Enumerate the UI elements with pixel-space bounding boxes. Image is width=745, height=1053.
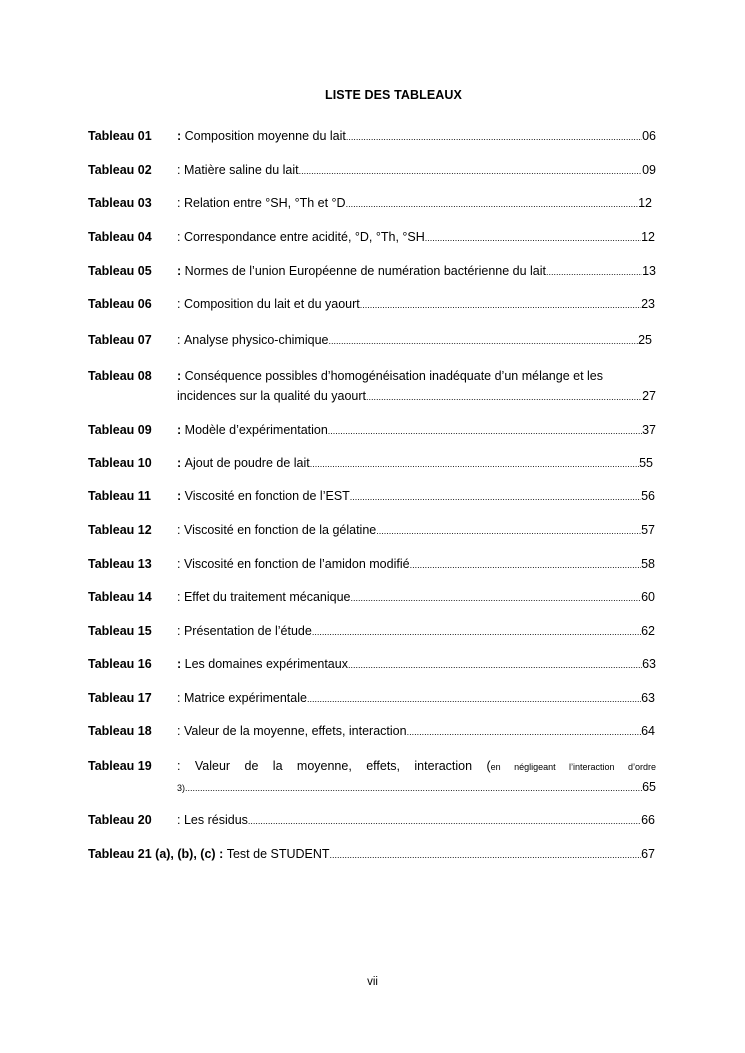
toc-title-line-1: Valeur de la moyenne, effets, interaction (: [194, 759, 491, 773]
toc-page-number: 55: [639, 456, 653, 470]
toc-label: Tableau 07: [88, 333, 152, 347]
toc-title: Viscosité en fonction de la gélatine: [183, 523, 377, 537]
dot-leader: [410, 554, 642, 575]
toc-page-number: 67: [641, 847, 655, 861]
toc-title: Test de STUDENT: [226, 847, 330, 861]
toc-page-number: 25: [638, 333, 652, 347]
toc-title: Analyse physico-chimique: [183, 333, 329, 347]
dot-leader: [366, 386, 642, 407]
toc-colon: :: [177, 724, 181, 738]
toc-label: Tableau 11: [88, 489, 151, 503]
dot-leader: [185, 777, 642, 798]
toc-colon: :: [177, 456, 182, 470]
toc-label: Tableau 15: [88, 624, 152, 638]
toc-colon: :: [177, 264, 182, 278]
toc-title-small-2: 3): [177, 783, 186, 793]
toc-page-number: 63: [641, 691, 655, 705]
dot-leader: [312, 621, 641, 642]
dot-leader: [346, 126, 642, 147]
toc-colon: :: [177, 230, 181, 244]
toc-colon: :: [177, 369, 182, 383]
toc-colon: :: [219, 847, 224, 861]
toc-entry-15[interactable]: [88, 621, 655, 642]
toc-entry-08[interactable]: [88, 366, 656, 407]
dot-leader: [328, 420, 642, 441]
toc-page-number: 66: [641, 813, 655, 827]
toc-title: Composition moyenne du lait: [184, 129, 346, 143]
toc-title: Les domaines expérimentaux: [184, 657, 348, 671]
toc-page-number: 06: [642, 129, 656, 143]
toc-label: Tableau 21 (a), (b), (c): [88, 847, 216, 861]
toc-entry-12[interactable]: [88, 520, 655, 541]
dot-leader: [248, 810, 641, 831]
toc-page-number: 56: [641, 489, 655, 503]
toc-title: Viscosité en fonction de l’amidon modifié: [183, 557, 410, 571]
toc-page-number: 12: [638, 196, 652, 210]
toc-colon: :: [177, 691, 181, 705]
toc-label: Tableau 05: [88, 264, 152, 278]
dot-leader: [328, 330, 638, 351]
toc-entry-02[interactable]: [88, 160, 656, 181]
toc-label: Tableau 20: [88, 813, 152, 827]
toc-entry-20[interactable]: [88, 810, 655, 831]
toc-colon: :: [177, 523, 181, 537]
toc-entry-07[interactable]: [88, 330, 652, 351]
dot-leader: [307, 688, 641, 709]
toc-entry-05[interactable]: [88, 261, 656, 282]
toc-entry-16[interactable]: [88, 654, 656, 675]
dot-leader: [546, 261, 642, 282]
toc-label: Tableau 13: [88, 557, 152, 571]
toc-entry-18[interactable]: [88, 721, 655, 742]
dot-leader: [299, 160, 642, 181]
toc-title: Matière saline du lait: [183, 163, 299, 177]
dot-leader: [330, 844, 642, 865]
toc-title: Présentation de l’étude: [183, 624, 312, 638]
toc-page-number: 09: [642, 163, 656, 177]
toc-colon: :: [177, 590, 181, 604]
toc-colon: :: [177, 297, 181, 311]
toc-entry-01[interactable]: [88, 126, 656, 147]
toc-colon: :: [177, 759, 181, 773]
toc-title: Correspondance entre acidité, °D, °Th, °SH: [183, 230, 425, 244]
toc-page-number: 23: [641, 297, 655, 311]
toc-page-number: 13: [642, 264, 656, 278]
toc-label: Tableau 10: [88, 456, 152, 470]
toc-label: Tableau 01: [88, 129, 152, 143]
toc-entry-14[interactable]: [88, 587, 655, 608]
page-title: LISTE DES TABLEAUX: [325, 88, 462, 102]
toc-label: Tableau 08: [88, 369, 152, 383]
toc-page-number: 27: [642, 389, 656, 403]
toc-entry-13[interactable]: [88, 554, 655, 575]
toc-label: Tableau 16: [88, 657, 152, 671]
toc-colon: :: [177, 129, 182, 143]
toc-title: Modèle d’expérimentation: [184, 423, 328, 437]
dot-leader: [407, 721, 642, 742]
toc-entry-21[interactable]: [88, 844, 655, 865]
toc-colon: :: [177, 624, 181, 638]
toc-label: Tableau 17: [88, 691, 152, 705]
dot-leader: [310, 453, 639, 474]
toc-entry-17[interactable]: [88, 688, 655, 709]
toc-title: Matrice expérimentale: [183, 691, 307, 705]
toc-title: Valeur de la moyenne, effets, interaction: [183, 724, 407, 738]
dot-leader: [348, 654, 642, 675]
toc-label: Tableau 04: [88, 230, 152, 244]
toc-label: Tableau 14: [88, 590, 152, 604]
toc-colon: :: [177, 196, 181, 210]
toc-label: Tableau 09: [88, 423, 152, 437]
toc-page-number: 37: [642, 423, 656, 437]
toc-entry-19[interactable]: [88, 756, 656, 798]
dot-leader: [360, 294, 641, 315]
toc-title-small-1: en négligeant l’interaction d’ordre: [490, 762, 656, 772]
toc-page-number: 62: [641, 624, 655, 638]
dot-leader: [346, 193, 639, 214]
toc-title: Relation entre °SH, °Th et °D: [183, 196, 346, 210]
toc-colon: :: [177, 489, 182, 503]
toc-page-number: 65: [642, 780, 656, 794]
toc-page-number: 57: [641, 523, 655, 537]
toc-colon: :: [177, 423, 182, 437]
toc-page-number: 60: [641, 590, 655, 604]
toc-title: Composition du lait et du yaourt: [183, 297, 360, 311]
toc-title: Les résidus: [183, 813, 248, 827]
toc-label: Tableau 12: [88, 523, 152, 537]
toc-entry-11[interactable]: [88, 486, 655, 507]
toc-label: Tableau 18: [88, 724, 152, 738]
toc-entry-03[interactable]: [88, 193, 652, 214]
toc-label: Tableau 06: [88, 297, 152, 311]
toc-title: Viscosité en fonction de l’EST: [184, 489, 350, 503]
dot-leader: [350, 486, 641, 507]
toc-title: Effet du traitement mécanique: [183, 590, 351, 604]
dot-leader: [376, 520, 641, 541]
toc-entry-09[interactable]: [88, 420, 656, 441]
toc-title-line-1: Conséquence possibles d’homogénéisation inadéquate d’un mélange et les: [184, 369, 604, 383]
toc-label: Tableau 19: [88, 759, 152, 773]
toc-colon: :: [177, 557, 181, 571]
toc-title: Ajout de poudre de lait: [184, 456, 310, 470]
toc-label: Tableau 03: [88, 196, 152, 210]
toc-page-number: 58: [641, 557, 655, 571]
toc-entry-06[interactable]: [88, 294, 655, 315]
toc-label: Tableau 02: [88, 163, 152, 177]
page-number-footer: vii: [367, 976, 378, 988]
toc-page-number: 64: [641, 724, 655, 738]
toc-colon: :: [177, 333, 181, 347]
toc-entry-04[interactable]: [88, 227, 655, 248]
dot-leader: [425, 227, 641, 248]
dot-leader: [351, 587, 642, 608]
toc-title-line-2: incidences sur la qualité du yaourt: [177, 389, 367, 403]
toc-entry-10[interactable]: [88, 453, 653, 474]
toc-page-number: 12: [641, 230, 655, 244]
toc-colon: :: [177, 657, 182, 671]
toc-page-number: 63: [642, 657, 656, 671]
toc-title: Normes de l’union Européenne de numération bactérienne du lait: [184, 264, 547, 278]
toc-colon: :: [177, 813, 181, 827]
toc-colon: :: [177, 163, 181, 177]
